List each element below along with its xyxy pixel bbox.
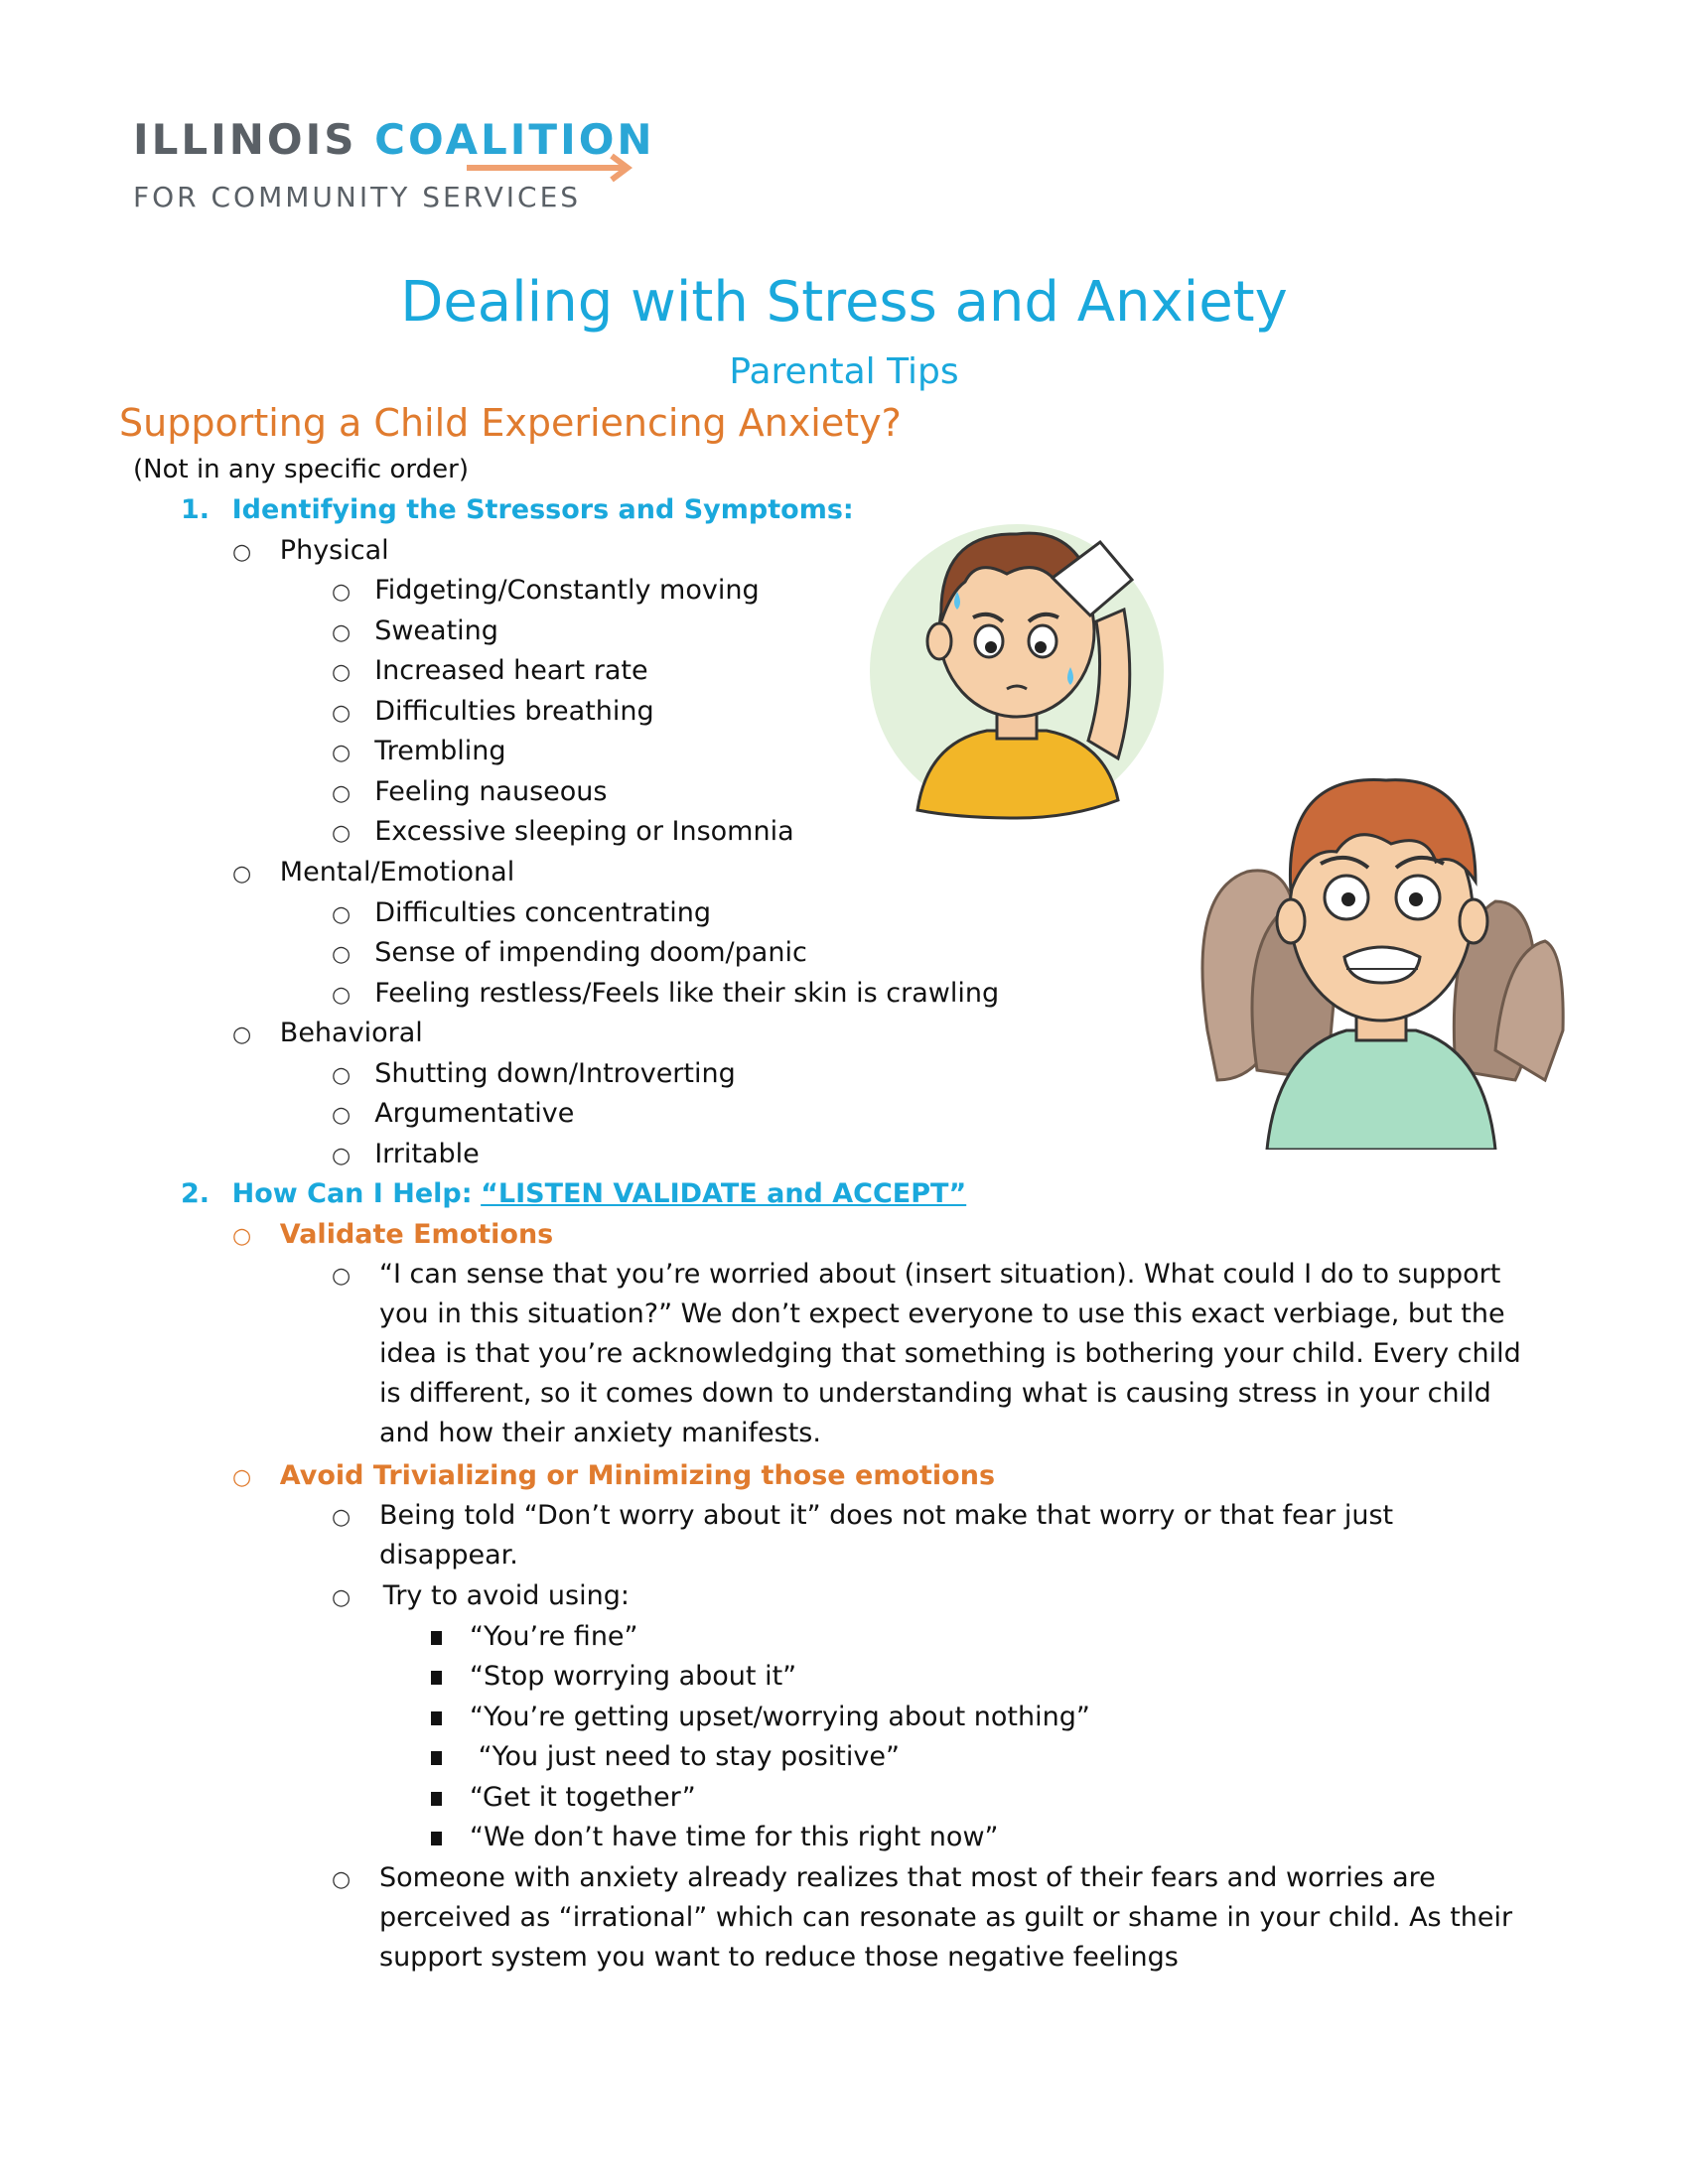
category-label-behavioral: Behavioral [279, 1018, 423, 1048]
logo-word-illinois: ILLINOIS [133, 115, 357, 164]
validate-paragraph: “I can sense that you’re worried about (insert situation). What could I do to support you in this situation?” We don’t expect everyone to use this exact verbiage, but the idea is that you’re acknowledging that something is bothering your child. Every child is different, so it comes down to understanding what is causing stress in your child and how their anxiety manifests. [379, 1259, 1521, 1448]
hollow-bullet-icon: ○ [232, 1465, 252, 1490]
list-item: ○ Trembling [332, 736, 506, 766]
page-subtitle: Parental Tips [729, 351, 959, 392]
listen-validate-accept-link[interactable]: “LISTEN VALIDATE and ACCEPT” [481, 1178, 967, 1209]
item1-heading-row [181, 490, 854, 530]
list-item: ○ Feeling restless/Feels like their skin is crawling [332, 978, 1000, 1009]
hollow-bullet-icon: ○ [332, 781, 352, 806]
hollow-bullet-icon: ○ [232, 540, 252, 565]
hollow-bullet-icon: ○ [332, 1867, 352, 1892]
validate-emotions-label: Validate Emotions [279, 1219, 554, 1250]
phrase-item: “You just need to stay positive” [431, 1737, 900, 1777]
list-item: ○ Shutting down/Introverting [332, 1058, 736, 1089]
category-label-mental: Mental/Emotional [279, 857, 515, 887]
told-paragraph-bullet [332, 1496, 351, 1538]
item1-heading: Identifying the Stressors and Symptoms: [231, 494, 854, 525]
hollow-bullet-icon: ○ [332, 1505, 352, 1530]
hollow-bullet-icon: ○ [332, 1144, 352, 1168]
avoid-trivializing-label: Avoid Trivializing or Minimizing those emotions [279, 1460, 996, 1491]
hollow-bullet-icon: ○ [332, 1063, 352, 1088]
order-note: (Not in any specific order) [133, 455, 469, 484]
hollow-bullet-icon: ○ [332, 983, 352, 1008]
hollow-bullet-icon: ○ [332, 902, 352, 927]
item2-number: 2. [181, 1178, 211, 1209]
list-item: ○ Fidgeting/Constantly moving [332, 575, 760, 606]
anxious-boy-crowd-illustration [1188, 752, 1565, 1150]
hollow-bullet-icon: ○ [232, 862, 252, 887]
list-item: ○ Excessive sleeping or Insomnia [332, 816, 794, 847]
hollow-bullet-icon: ○ [332, 1103, 352, 1128]
square-bullet-icon [431, 1711, 442, 1725]
square-bullet-icon [431, 1671, 442, 1685]
closing-paragraph: Someone with anxiety already realizes that most of their fears and worries are perceived as “irrational” which can resonate as guilt or shame in your child. As their support system you want to reduce those negative feelings [379, 1862, 1513, 1973]
logo-subtitle: FOR COMMUNITY SERVICES [133, 181, 582, 213]
hollow-bullet-icon: ○ [332, 741, 352, 765]
phrase-item: “We don’t have time for this right now” [431, 1818, 999, 1857]
phrase-item: “Get it together” [431, 1778, 696, 1818]
page-title: Dealing with Stress and Anxiety [400, 270, 1288, 335]
category-row-behavioral [232, 1014, 423, 1055]
phrase-item: “You’re fine” [431, 1617, 638, 1657]
list-item: ○ Irritable [332, 1139, 480, 1169]
item1-number: 1. [181, 494, 211, 525]
list-item: ○ Feeling nauseous [332, 776, 608, 807]
hollow-bullet-icon: ○ [232, 1023, 252, 1047]
try-avoid-label: Try to avoid using: [382, 1580, 630, 1611]
hollow-bullet-icon: ○ [332, 660, 352, 685]
list-item: ○ Argumentative [332, 1098, 575, 1129]
hollow-bullet-icon: ○ [332, 1585, 352, 1610]
validate-paragraph-bullet [332, 1255, 351, 1297]
hollow-bullet-icon: ○ [332, 620, 352, 645]
validate-emotions-row [232, 1215, 553, 1257]
section-heading: Supporting a Child Experiencing Anxiety? [119, 401, 902, 445]
item2-heading: How Can I Help: [231, 1178, 473, 1209]
category-row-mental [232, 853, 514, 894]
square-bullet-icon [431, 1792, 442, 1806]
hollow-bullet-icon: ○ [332, 1264, 352, 1289]
list-item: ○ Sense of impending doom/panic [332, 937, 807, 968]
square-bullet-icon [431, 1751, 442, 1765]
try-avoid-row [332, 1576, 630, 1618]
told-paragraph: Being told “Don’t worry about it” does not make that worry or that fear just disappear. [379, 1500, 1394, 1570]
list-item: ○ Difficulties concentrating [332, 897, 712, 928]
square-bullet-icon [431, 1832, 442, 1845]
list-item: ○ Sweating [332, 615, 498, 646]
hollow-bullet-icon: ○ [332, 701, 352, 726]
square-bullet-icon [431, 1631, 442, 1645]
hollow-bullet-icon: ○ [232, 1224, 252, 1249]
list-item: ○ Difficulties breathing [332, 696, 654, 727]
sweating-boy-illustration [858, 482, 1176, 820]
category-row-physical [232, 531, 389, 573]
phrase-item: “Stop worrying about it” [431, 1657, 796, 1697]
item2-heading-row [181, 1174, 966, 1214]
list-item: ○ Increased heart rate [332, 655, 648, 686]
avoid-trivializing-row [232, 1456, 995, 1498]
logo-word-coalition: COALITION [374, 115, 655, 164]
category-label-physical: Physical [279, 535, 389, 566]
logo-arrow-icon [467, 153, 635, 183]
hollow-bullet-icon: ○ [332, 821, 352, 846]
closing-paragraph-bullet [332, 1858, 351, 1900]
hollow-bullet-icon: ○ [332, 580, 352, 605]
hollow-bullet-icon: ○ [332, 942, 352, 967]
phrase-item: “You’re getting upset/worrying about nothing” [431, 1698, 1090, 1737]
